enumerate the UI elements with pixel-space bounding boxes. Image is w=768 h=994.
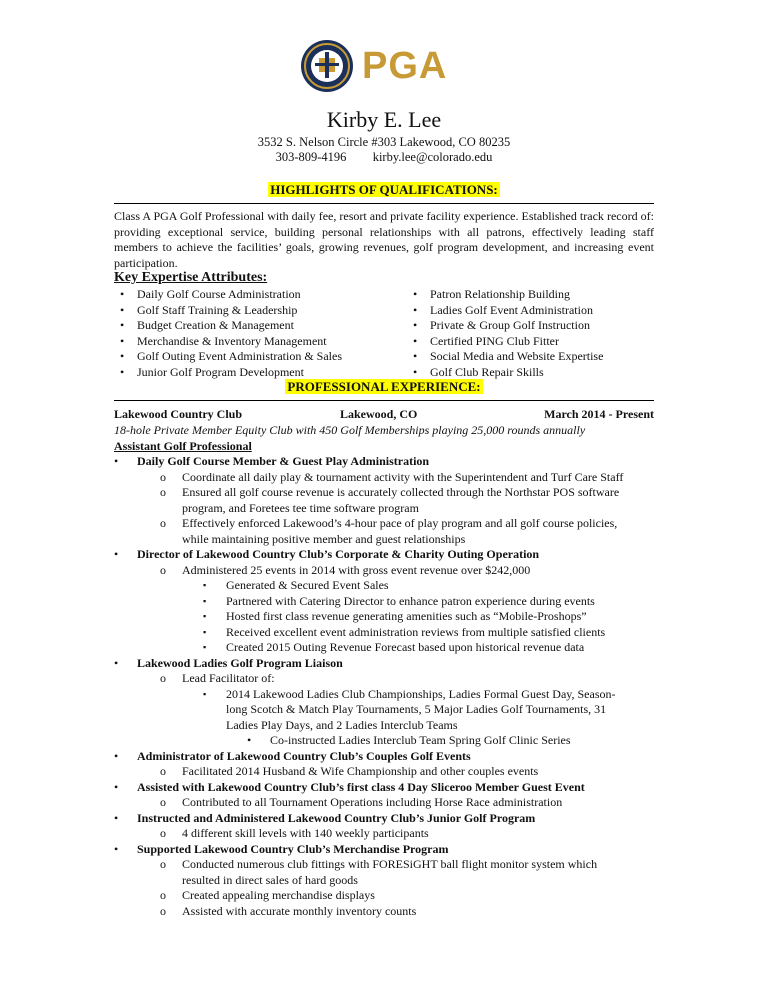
list-item — [0, 578, 768, 594]
list-item: • Golf Staff Training & Leadership — [120, 302, 298, 317]
employer-line — [114, 407, 654, 423]
list-item — [0, 733, 768, 749]
bullet-marker: o — [160, 671, 166, 685]
list-item — [0, 842, 768, 858]
bullet-text: Assisted with Lakewood Country Club’s first class 4 Day Sliceroo Member Guest Event — [137, 779, 585, 794]
pga-wordmark: PGA — [362, 45, 448, 87]
expertise-heading: Key Expertise Attributes: — [114, 270, 268, 285]
bullet-text: Daily Golf Course Member & Guest Play Administration — [137, 454, 430, 468]
bullet-marker: o — [160, 903, 166, 918]
bullet-text: while maintaining positive member and guest relationships — [182, 531, 466, 546]
qualifications-summary: Class A PGA Golf Professional with daily fee, resort and private facility experience. Established track record of: providing exceptional service, building personal relationships with all patrons, effectively leading staff members to achieve the facilities’ goals, growing revenues, golf program development, and increasing event participation. — [114, 209, 654, 270]
bullet-text: Administrator of Lakewood Country Club’s Couples Golf Events — [137, 748, 471, 763]
bullet-marker: • — [114, 810, 119, 825]
list-item — [0, 888, 768, 904]
list-item — [0, 873, 768, 889]
bullet-marker: ▪ — [203, 595, 207, 606]
bullet-text: long Scotch & Match Play Tournaments, 5 Major Ladies Golf Tournaments, 31 — [226, 702, 607, 716]
phone: 303-809-4196 — [275, 150, 347, 164]
bullet-marker: o — [160, 826, 166, 840]
list-item: • Daily Golf Course Administration — [120, 287, 301, 301]
bullet-marker: ▪ — [203, 688, 207, 699]
job-title: Assistant Golf Professional — [114, 438, 252, 453]
bullet-marker: o — [160, 485, 166, 499]
list-item — [0, 702, 768, 718]
list-item — [0, 485, 768, 501]
bullet-text: Director of Lakewood Country Club’s Corporate & Charity Outing Operation — [137, 547, 540, 561]
email: kirby.lee@colorado.edu — [372, 150, 493, 164]
bullet-text: Conducted numerous club fittings with FORESiGHT ball flight monitor system which — [182, 857, 598, 871]
list-item — [0, 609, 768, 625]
bullet-marker: ▪ — [203, 611, 207, 621]
list-item — [0, 857, 768, 873]
list-item: • Private & Group Golf Instruction — [413, 318, 590, 332]
bullet-marker: o — [160, 857, 166, 871]
bullet-text: Partnered with Catering Director to enhance patron experience during events — [226, 593, 595, 608]
bullet-text: Effectively enforced Lakewood’s 4-hour pace of play program and all golf course policies, — [182, 516, 618, 530]
bullet-marker: o — [160, 888, 166, 902]
divider — [114, 203, 654, 204]
divider — [114, 400, 654, 401]
list-item — [0, 780, 768, 796]
bullet-marker: • — [114, 841, 119, 856]
list-item — [0, 516, 768, 532]
candidate-name: Kirby E. Lee — [326, 107, 442, 132]
list-item: • Golf Club Repair Skills — [413, 364, 544, 379]
list-item — [0, 811, 768, 827]
list-item — [0, 904, 768, 920]
list-item: • Budget Creation & Management — [120, 318, 294, 332]
highlights-title: HIGHLIGHTS OF QUALIFICATIONS: — [270, 182, 498, 197]
list-item: • Junior Golf Program Development — [120, 364, 304, 379]
bullet-marker: o — [160, 764, 166, 778]
list-item — [0, 454, 768, 470]
experience-heading — [0, 378, 768, 396]
bullet-marker: ▪ — [203, 626, 207, 637]
list-item — [0, 594, 768, 610]
bullet-text: Received excellent event administration reviews from multiple satisfied clients — [226, 624, 606, 639]
bullet-text: Created appealing merchandise displays — [182, 888, 375, 902]
employment-dates: March 2014 - Present — [544, 407, 654, 421]
bullet-text: resulted in direct sales of hard goods — [182, 872, 358, 887]
bullet-text: Ladies Play Days, and 2 Ladies Interclub Teams — [226, 717, 458, 732]
list-item: • Certified PING Club Fitter — [413, 333, 559, 348]
bullet-text: 4 different skill levels with 140 weekly participants — [182, 826, 429, 840]
list-item — [0, 656, 768, 672]
list-item: • Social Media and Website Expertise — [413, 349, 604, 363]
experience-title: PROFESSIONAL EXPERIENCE: — [287, 379, 481, 394]
contact-line — [0, 150, 768, 165]
bullet-marker: • — [114, 655, 119, 670]
bullet-text: Coordinate all daily play & tournament activity with the Superintendent and Turf Care Staff — [182, 469, 624, 484]
bullet-marker: o — [160, 469, 166, 484]
bullet-text: Instructed and Administered Lakewood Country Club’s Junior Golf Program — [137, 810, 536, 825]
bullet-text: Facilitated 2014 Husband & Wife Championship and other couples events — [182, 764, 539, 778]
bullet-text: Assisted with accurate monthly inventory counts — [182, 903, 417, 918]
employer-name: Lakewood Country Club — [114, 407, 243, 421]
bullet-marker: • — [114, 748, 119, 763]
employer-description: 18-hole Private Member Equity Club with 450 Golf Memberships playing 25,000 rounds annually — [114, 423, 586, 437]
bullet-text: Administered 25 events in 2014 with gross event revenue over $242,000 — [182, 562, 531, 577]
bullet-text: Created 2015 Outing Revenue Forecast based upon historical revenue data — [226, 640, 585, 654]
bullet-marker: o — [160, 795, 166, 809]
bullet-text: 2014 Lakewood Ladies Club Championships, Ladies Formal Guest Day, Season- — [226, 686, 616, 701]
list-item — [0, 671, 768, 687]
list-item — [0, 640, 768, 656]
bullet-marker: o — [160, 516, 166, 530]
list-item: • Golf Outing Event Administration & Sales — [120, 349, 342, 363]
bullet-text: Co-instructed Ladies Interclub Team Spring Golf Clinic Series — [270, 733, 571, 747]
bullet-text: Hosted first class revenue generating amenities such as “Mobile-Proshops” — [226, 609, 587, 623]
list-item: • Ladies Golf Event Administration — [413, 302, 593, 317]
bullet-text: Generated & Secured Event Sales — [226, 578, 389, 592]
employer-location: Lakewood, CO — [340, 407, 418, 421]
list-item — [0, 826, 768, 842]
list-item — [0, 749, 768, 765]
list-item — [0, 795, 768, 811]
list-item — [0, 687, 768, 703]
bullet-text: Supported Lakewood Country Club’s Merchandise Program — [137, 841, 449, 856]
bullet-marker: • — [114, 547, 119, 561]
list-item — [0, 470, 768, 486]
list-item — [0, 625, 768, 641]
bullet-text: Lakewood Ladies Golf Program Liaison — [137, 655, 343, 670]
bullet-marker: ▪ — [203, 580, 207, 590]
bullet-marker: o — [160, 562, 166, 577]
list-item — [0, 501, 768, 517]
bullet-marker: • — [247, 733, 252, 747]
pga-logo — [300, 38, 468, 94]
bullet-text: Lead Facilitator of: — [182, 671, 275, 685]
bullet-marker: ▪ — [203, 642, 207, 652]
experience-bullets — [0, 454, 768, 918]
address: 3532 S. Nelson Circle #303 Lakewood, CO 80235 — [257, 135, 511, 149]
bullet-marker: • — [114, 454, 119, 468]
list-item — [0, 764, 768, 780]
list-item: • Patron Relationship Building — [413, 287, 570, 301]
list-item: • Merchandise & Inventory Management — [120, 333, 327, 348]
bullet-marker: • — [114, 779, 119, 794]
bullet-text: Contributed to all Tournament Operations including Horse Race administration — [182, 795, 563, 809]
list-item — [0, 547, 768, 563]
list-item — [0, 718, 768, 734]
bullet-text: Ensured all golf course revenue is accurately collected through the Northstar POS software — [182, 485, 620, 499]
highlights-heading — [0, 181, 768, 199]
list-item — [0, 532, 768, 548]
bullet-text: program, and Foretees tee time software program — [182, 500, 419, 515]
list-item — [0, 563, 768, 579]
